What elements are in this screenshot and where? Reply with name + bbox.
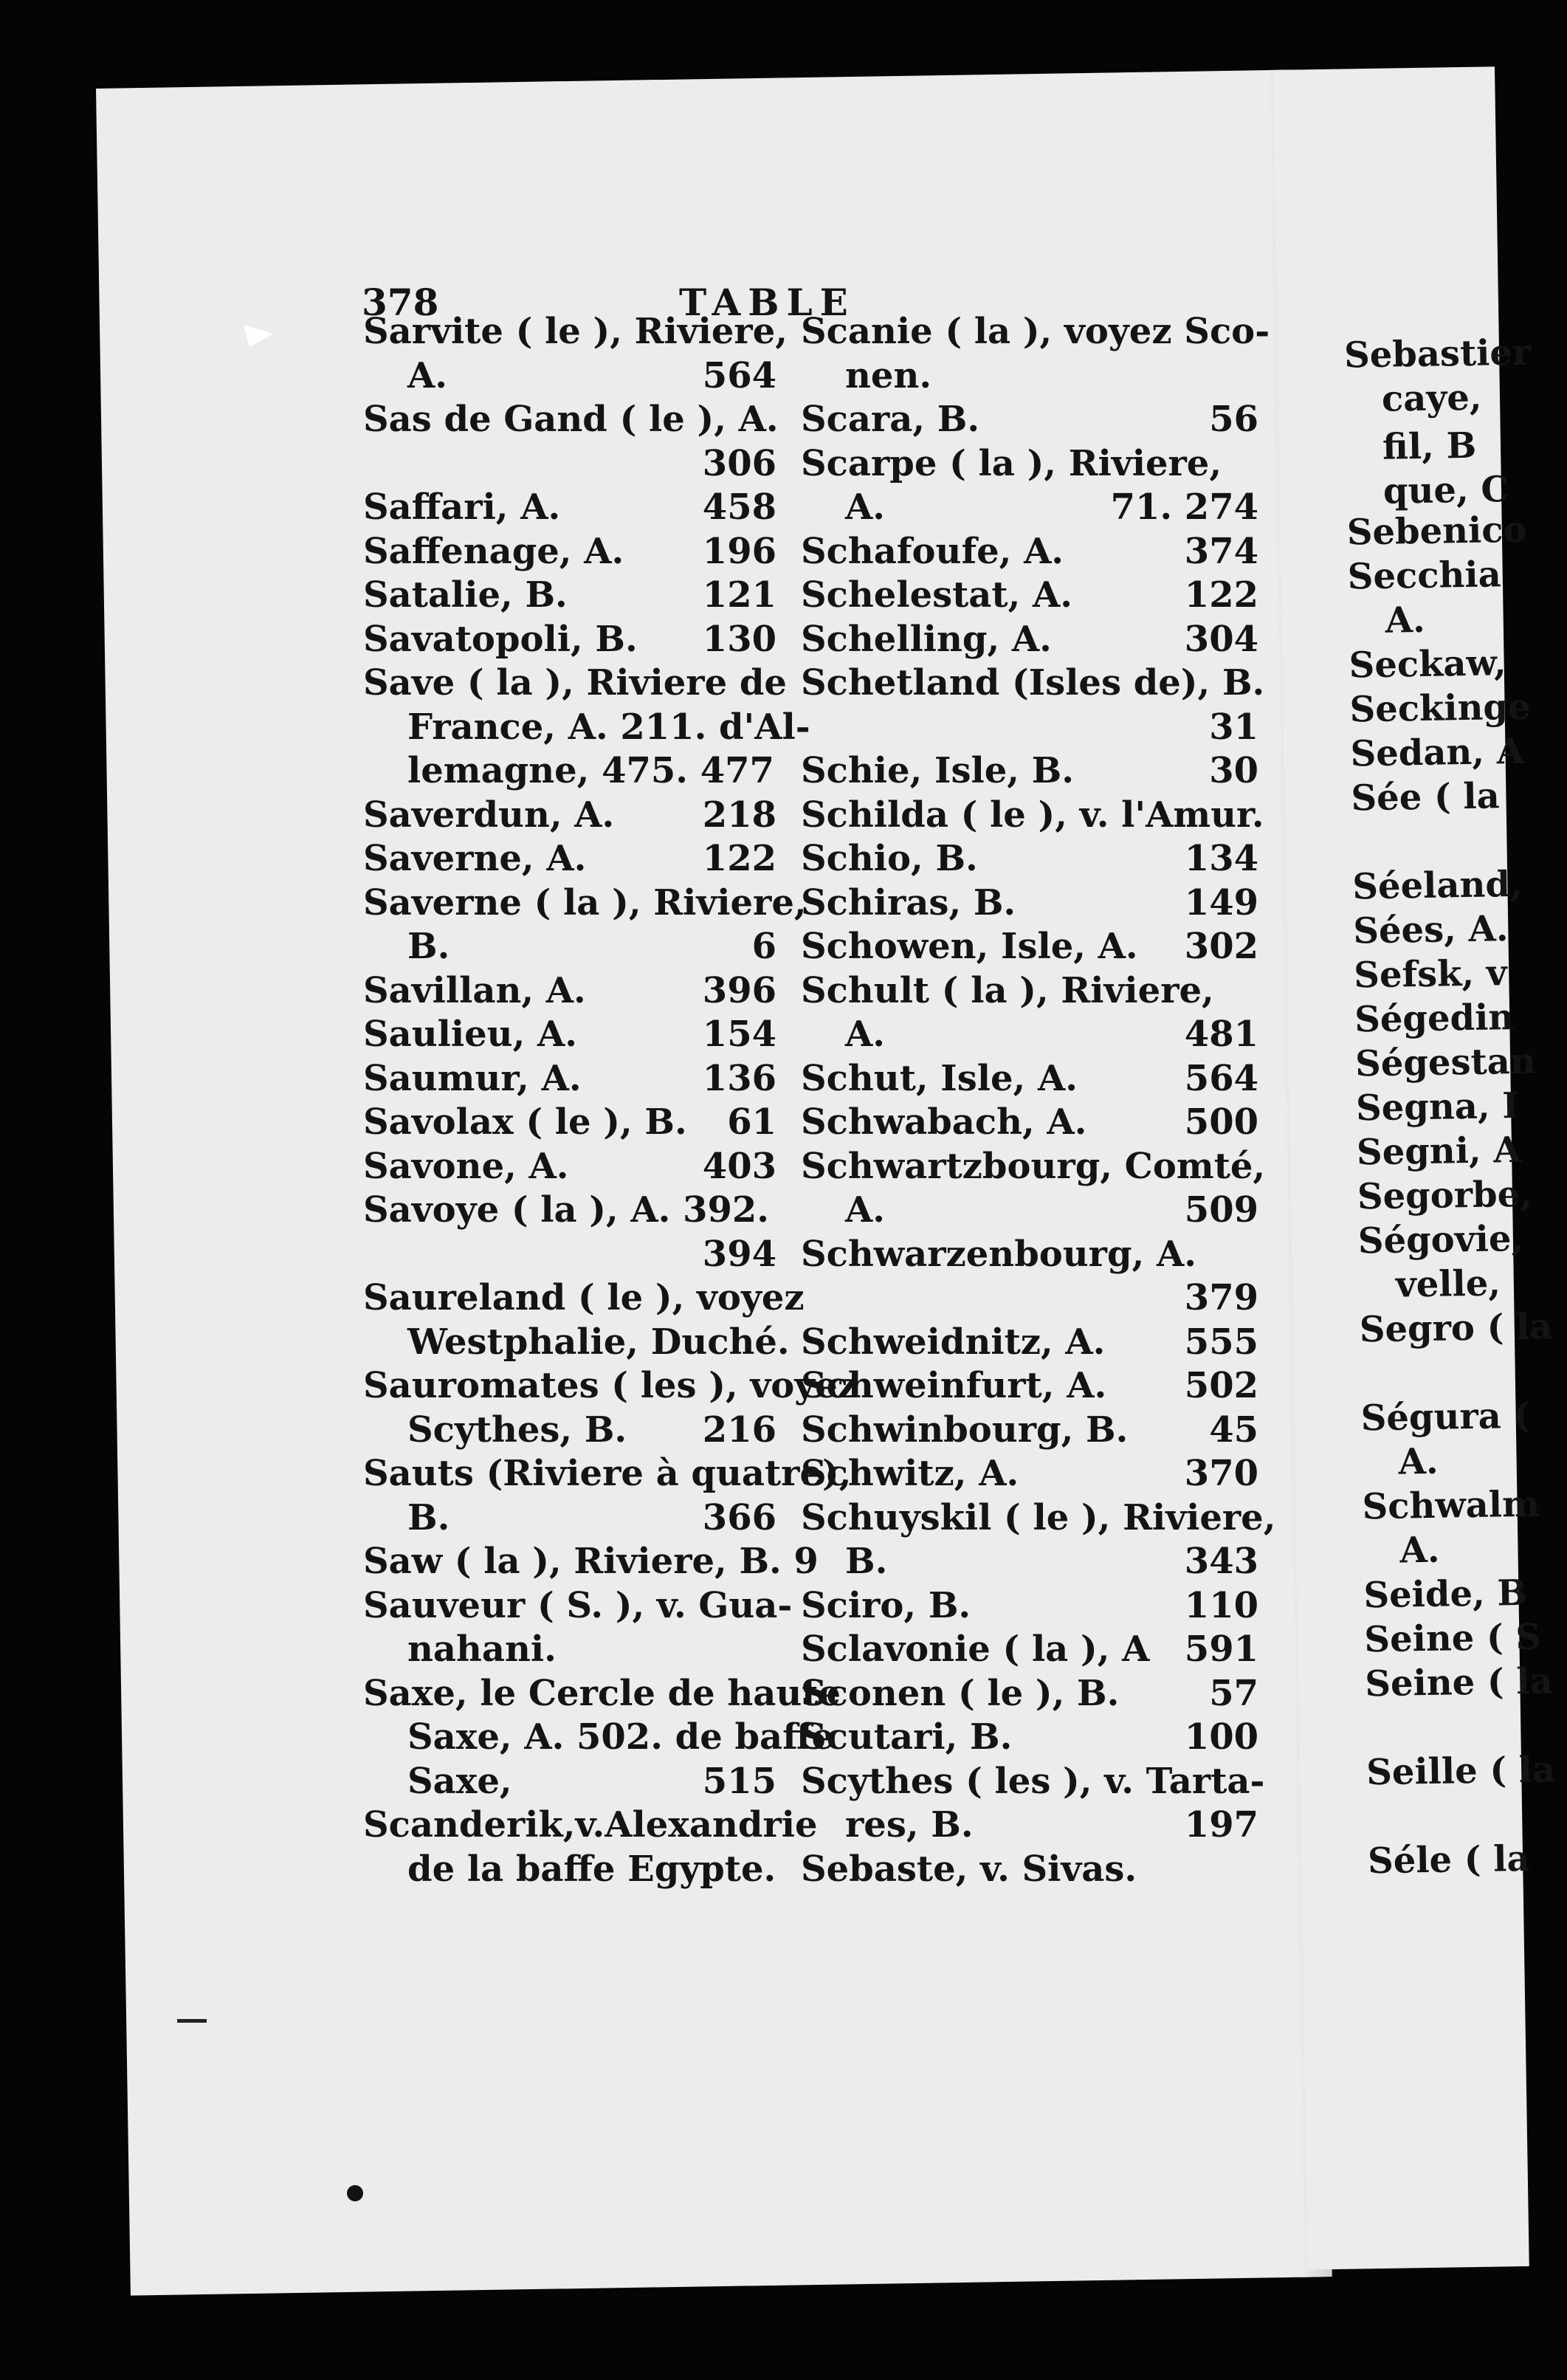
entry-text: Sciro, B. bbox=[801, 1584, 971, 1626]
entry-text: nen. bbox=[845, 354, 932, 396]
book-page-right bbox=[1273, 66, 1556, 2269]
entry-text: Schwabach, A. bbox=[801, 1101, 1087, 1143]
entry-text: Sauromates ( les ), voyez bbox=[363, 1365, 858, 1406]
index-entry bbox=[363, 1364, 858, 1409]
entry-text: res, B. bbox=[845, 1804, 974, 1846]
index-entry bbox=[363, 1496, 776, 1541]
index-entry bbox=[801, 398, 1258, 442]
entry-text: Sas de Gand ( le ), A. bbox=[363, 399, 779, 440]
entry-text: Scanderik,v.Alexandrie bbox=[363, 1804, 818, 1846]
entry-text: Schafoufe, A. bbox=[801, 530, 1064, 572]
index-entry bbox=[363, 1145, 776, 1189]
next-page-fragment: A. bbox=[1385, 599, 1426, 642]
entry-text: Schweidnitz, A. bbox=[801, 1321, 1106, 1363]
entry-page-number: 134 bbox=[1184, 838, 1258, 879]
index-entry bbox=[801, 1716, 1258, 1760]
entry-text: A. bbox=[845, 1014, 885, 1055]
entry-page-number: 403 bbox=[702, 1145, 776, 1187]
entry-text: nahani. bbox=[407, 1628, 557, 1670]
entry-text: Savoye ( la ), A. 392. bbox=[363, 1189, 769, 1231]
ink-dot bbox=[347, 2185, 363, 2201]
entry-page-number: 45 bbox=[1209, 1409, 1258, 1451]
entry-text: Schiras, B. bbox=[801, 881, 1016, 924]
index-entry bbox=[801, 1672, 1258, 1716]
index-entry bbox=[801, 661, 1265, 706]
index-entry bbox=[363, 837, 776, 881]
entry-text: Schetland (Isles de), B. bbox=[801, 662, 1265, 704]
index-entry bbox=[363, 310, 788, 354]
next-page-fragment: Segna, I bbox=[1355, 1084, 1520, 1129]
entry-page-number: 100 bbox=[1184, 1716, 1258, 1758]
next-page-fragment: Ségedin bbox=[1354, 997, 1515, 1041]
index-entry bbox=[801, 1803, 1258, 1848]
next-page-fragment: Seckinge bbox=[1349, 686, 1531, 731]
next-page-fragment: caye, bbox=[1381, 376, 1482, 420]
index-entry bbox=[363, 1057, 776, 1101]
index-entry bbox=[801, 1584, 1258, 1628]
index-column-right bbox=[801, 310, 1276, 1891]
index-entry bbox=[363, 1013, 776, 1057]
entry-page-number: 394 bbox=[702, 1233, 776, 1275]
next-page-fragment: Sées, A. bbox=[1352, 908, 1509, 952]
entry-text: Schio, B. bbox=[801, 838, 978, 879]
entry-text: B. bbox=[407, 1496, 450, 1538]
index-entry bbox=[801, 794, 1264, 838]
index-entry bbox=[363, 881, 807, 926]
index-entry bbox=[801, 1101, 1258, 1145]
index-entry bbox=[363, 1189, 776, 1233]
index-entry bbox=[363, 442, 776, 486]
index-entry bbox=[801, 1628, 1258, 1672]
next-page-fragment: Ségestan bbox=[1354, 1040, 1537, 1085]
entry-text: A. bbox=[407, 354, 447, 396]
next-page-fragment: Seckaw, bbox=[1349, 642, 1507, 687]
entry-text: Schult ( la ), Riviere, bbox=[801, 969, 1214, 1011]
index-entry bbox=[363, 530, 776, 574]
entry-text: Saxe, le Cercle de haute bbox=[363, 1672, 841, 1714]
index-entry bbox=[801, 354, 1258, 399]
entry-text: Sclavonie ( la ), A bbox=[801, 1628, 1150, 1670]
entry-text: Savatopoli, B. bbox=[363, 618, 638, 660]
next-page-fragment: Sefsk, v bbox=[1353, 952, 1508, 997]
entry-page-number: 379 bbox=[1184, 1277, 1258, 1318]
index-entry bbox=[801, 1276, 1258, 1321]
next-page-fragment: Segorbe, bbox=[1357, 1173, 1533, 1218]
index-entry bbox=[801, 1321, 1258, 1365]
entry-page-number: 6 bbox=[751, 926, 776, 967]
entry-text: Saw ( la ), Riviere, B. 9 bbox=[363, 1541, 819, 1582]
next-page-fragment: Ségura ( bbox=[1360, 1394, 1531, 1440]
index-entry bbox=[801, 574, 1258, 618]
entry-page-number: 196 bbox=[702, 530, 776, 572]
entry-text: Scutari, B. bbox=[801, 1716, 1013, 1758]
index-entry bbox=[801, 530, 1258, 574]
entry-page-number: 216 bbox=[702, 1409, 776, 1451]
index-entry bbox=[801, 969, 1258, 1014]
next-page-fragment: Schwalm bbox=[1362, 1483, 1540, 1528]
index-entry bbox=[363, 1848, 776, 1892]
entry-text: Schwartzbourg, Comté, bbox=[801, 1145, 1266, 1187]
next-page-fragment: Séle ( la bbox=[1367, 1837, 1530, 1882]
entry-text: Saureland ( le ), voyez bbox=[363, 1277, 805, 1318]
entry-page-number: 564 bbox=[1184, 1057, 1258, 1099]
next-page-fragment: Seide, B bbox=[1363, 1572, 1528, 1617]
entry-page-number: 154 bbox=[702, 1014, 776, 1055]
entry-page-number: 130 bbox=[702, 618, 776, 660]
index-entry bbox=[363, 486, 776, 530]
next-page-fragment: Secchia bbox=[1347, 554, 1502, 598]
entry-text: Saxe, bbox=[407, 1760, 512, 1802]
index-entry bbox=[363, 398, 779, 442]
entry-text: Saverdun, A. bbox=[363, 794, 615, 836]
entry-page-number: 302 bbox=[1184, 926, 1258, 967]
entry-text: France, A. 211. d'Al- bbox=[407, 706, 810, 748]
entry-text: Satalie, B. bbox=[363, 574, 568, 616]
entry-text: Saverne ( la ), Riviere, bbox=[363, 881, 807, 924]
entry-text: Schuyskil ( le ), Riviere, bbox=[801, 1496, 1276, 1538]
entry-text: Sarvite ( le ), Riviere, bbox=[363, 311, 788, 352]
entry-text: Sebaste, v. Sivas. bbox=[801, 1848, 1137, 1890]
entry-page-number: 218 bbox=[702, 794, 776, 836]
entry-text: B. bbox=[407, 926, 450, 967]
entry-text: Schut, Isle, A. bbox=[801, 1057, 1078, 1099]
index-entry bbox=[363, 1803, 818, 1848]
entry-page-number: 30 bbox=[1209, 750, 1258, 791]
entry-page-number: 366 bbox=[702, 1496, 776, 1538]
index-entry bbox=[801, 1364, 1258, 1409]
entry-text: Sauveur ( S. ), v. Gua- bbox=[363, 1584, 793, 1626]
index-entry bbox=[801, 881, 1258, 926]
index-entry bbox=[801, 486, 1258, 530]
index-entry bbox=[801, 1189, 1258, 1233]
index-entry bbox=[801, 442, 1258, 486]
entry-text: Schelestat, A. bbox=[801, 574, 1072, 616]
entry-page-number: 304 bbox=[1184, 618, 1258, 660]
next-page-fragment: A. bbox=[1399, 1529, 1440, 1572]
entry-text: Save ( la ), Riviere de bbox=[363, 662, 787, 704]
entry-text: A. bbox=[845, 1189, 885, 1231]
entry-text: Savolax ( le ), B. bbox=[363, 1101, 687, 1143]
entry-text: Saxe, A. 502. de baffe bbox=[407, 1716, 835, 1758]
index-entry bbox=[801, 706, 1258, 750]
entry-page-number: 591 bbox=[1184, 1628, 1258, 1670]
entry-text: A. bbox=[845, 486, 885, 528]
entry-text: Westphalie, Duché. bbox=[407, 1321, 790, 1363]
entry-text: Schwarzenbourg, A. bbox=[801, 1233, 1196, 1275]
index-entry bbox=[801, 837, 1258, 881]
index-entry bbox=[363, 661, 787, 706]
entry-text: Sauts (Riviere à quatre), bbox=[363, 1453, 852, 1494]
entry-text: Saffari, A. bbox=[363, 486, 561, 528]
index-entry bbox=[363, 1584, 793, 1628]
entry-text: Scara, B. bbox=[801, 399, 980, 440]
entry-page-number: 396 bbox=[702, 969, 776, 1011]
index-entry bbox=[801, 1760, 1265, 1804]
entry-page-number: 31 bbox=[1209, 706, 1258, 748]
margin-mark bbox=[177, 2019, 207, 2023]
entry-page-number: 306 bbox=[702, 442, 776, 484]
index-entry bbox=[363, 1760, 776, 1804]
next-page-fragment: que, C bbox=[1382, 469, 1510, 512]
entry-text: Schilda ( le ), v. l'Amur. bbox=[801, 794, 1264, 836]
index-entry bbox=[801, 1409, 1258, 1453]
index-entry bbox=[363, 925, 776, 969]
entry-text: lemagne, 475. 477 bbox=[407, 750, 774, 791]
entry-page-number: 122 bbox=[702, 838, 776, 879]
next-page-fragment: Segni, A bbox=[1356, 1129, 1522, 1174]
index-entry bbox=[363, 1233, 776, 1277]
entry-text: Schowen, Isle, A. bbox=[801, 926, 1138, 967]
entry-page-number: 149 bbox=[1184, 881, 1258, 924]
index-entry bbox=[363, 706, 810, 750]
index-entry bbox=[801, 1057, 1258, 1101]
entry-text: Saumur, A. bbox=[363, 1057, 582, 1099]
entry-text: Scythes, B. bbox=[407, 1409, 627, 1451]
index-entry bbox=[801, 1848, 1258, 1892]
index-entry bbox=[801, 1452, 1258, 1496]
entry-page-number: 458 bbox=[702, 486, 776, 528]
entry-text: Schweinfurt, A. bbox=[801, 1365, 1107, 1406]
next-page-fragment: Séeland, bbox=[1351, 863, 1523, 908]
entry-text: Sconen ( le ), B. bbox=[801, 1672, 1120, 1714]
entry-page-number: 197 bbox=[1184, 1804, 1258, 1846]
next-page-fragment: A. bbox=[1398, 1440, 1439, 1483]
index-entry bbox=[801, 749, 1258, 794]
index-entry bbox=[363, 794, 776, 838]
next-page-fragment: Sedan, A bbox=[1350, 730, 1525, 775]
index-entry bbox=[801, 1233, 1258, 1277]
index-entry bbox=[363, 574, 776, 618]
index-entry bbox=[801, 310, 1270, 354]
entry-page-number: 515 bbox=[702, 1760, 776, 1802]
entry-text: Scanie ( la ), voyez Sco- bbox=[801, 311, 1270, 352]
entry-page-number: 57 bbox=[1209, 1672, 1258, 1714]
next-page-fragment: Seille ( la bbox=[1365, 1749, 1556, 1794]
entry-page-number: 370 bbox=[1184, 1453, 1258, 1494]
entry-page-number: 509 bbox=[1184, 1189, 1258, 1231]
entry-text: Saverne, A. bbox=[363, 838, 587, 879]
entry-page-number: 136 bbox=[702, 1057, 776, 1099]
entry-page-number: 122 bbox=[1184, 574, 1258, 616]
entry-page-number: 481 bbox=[1184, 1014, 1258, 1055]
entry-text: Schelling, A. bbox=[801, 618, 1052, 660]
index-entry bbox=[801, 618, 1258, 662]
index-entry bbox=[801, 1145, 1266, 1189]
next-page-fragment: fil, B bbox=[1382, 424, 1477, 468]
next-page-fragment: Seine ( la bbox=[1364, 1660, 1554, 1705]
index-entry bbox=[801, 1013, 1258, 1057]
index-entry bbox=[363, 1628, 776, 1672]
entry-text: Scythes ( les ), v. Tarta- bbox=[801, 1760, 1265, 1802]
index-entry bbox=[363, 354, 776, 399]
next-page-fragment: Sebenico bbox=[1346, 509, 1527, 554]
index-entry bbox=[801, 1540, 1258, 1584]
index-entry bbox=[363, 749, 776, 794]
entry-page-number: 564 bbox=[702, 354, 776, 396]
entry-page-number: 343 bbox=[1184, 1541, 1258, 1582]
next-page-fragment: Segro ( la bbox=[1359, 1306, 1553, 1351]
entry-text: Savone, A. bbox=[363, 1145, 569, 1187]
next-page-fragment: Ségovie, bbox=[1357, 1217, 1524, 1262]
entry-page-number: 110 bbox=[1184, 1584, 1258, 1626]
index-entry bbox=[363, 618, 776, 662]
entry-text: Schwinbourg, B. bbox=[801, 1409, 1129, 1451]
entry-text: Savillan, A. bbox=[363, 969, 586, 1011]
index-entry bbox=[363, 969, 776, 1014]
index-column-left bbox=[363, 310, 858, 1891]
page-number: 378 bbox=[362, 281, 439, 324]
index-entry bbox=[363, 1672, 841, 1716]
index-entry bbox=[363, 1540, 819, 1584]
entry-text: Saulieu, A. bbox=[363, 1014, 577, 1055]
next-page-fragment: Sée ( la bbox=[1351, 775, 1501, 819]
entry-page-number: 500 bbox=[1184, 1101, 1258, 1143]
index-entry bbox=[363, 1321, 790, 1365]
entry-text: de la baffe Egypte. bbox=[407, 1848, 776, 1890]
next-page-fragment: Sebastier bbox=[1343, 331, 1532, 376]
entry-page-number: 502 bbox=[1184, 1365, 1258, 1406]
entry-text: B. bbox=[845, 1541, 888, 1582]
page-title: TABLE bbox=[679, 281, 855, 324]
entry-page-number: 61 bbox=[727, 1101, 776, 1143]
next-page-fragment: Seine ( S bbox=[1363, 1616, 1542, 1661]
index-entry bbox=[363, 1452, 852, 1496]
index-entry bbox=[801, 925, 1258, 969]
entry-text: Schwitz, A. bbox=[801, 1453, 1019, 1494]
entry-page-number: 555 bbox=[1184, 1321, 1258, 1363]
next-page-fragment: velle, bbox=[1395, 1262, 1501, 1306]
entry-page-number: 71. 274 bbox=[1110, 486, 1258, 528]
index-entry bbox=[363, 1276, 805, 1321]
entry-text: Schie, Isle, B. bbox=[801, 750, 1074, 791]
entry-page-number: 121 bbox=[702, 574, 776, 616]
entry-text: Scarpe ( la ), Riviere, bbox=[801, 442, 1222, 484]
entry-text: Saffenage, A. bbox=[363, 530, 624, 572]
index-entry bbox=[363, 1101, 776, 1145]
index-entry bbox=[801, 1496, 1276, 1541]
index-entry bbox=[363, 1409, 776, 1453]
entry-page-number: 56 bbox=[1209, 399, 1258, 440]
entry-page-number: 374 bbox=[1184, 530, 1258, 572]
index-entry bbox=[363, 1716, 835, 1760]
